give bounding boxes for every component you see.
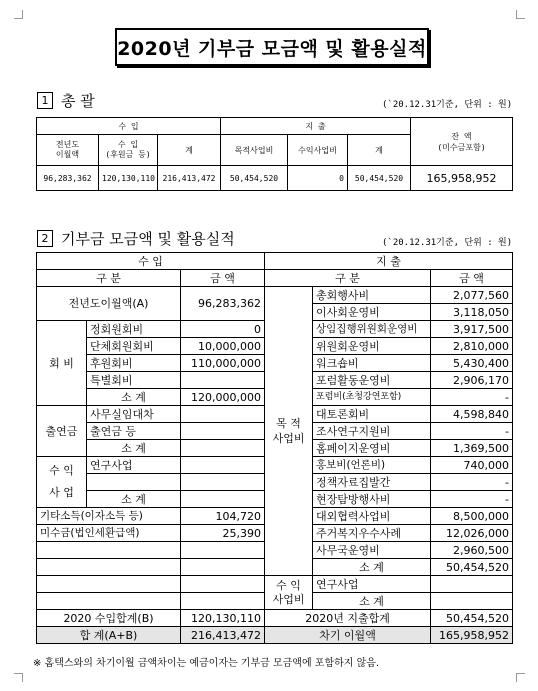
purpose-item-value: - xyxy=(431,474,513,491)
purpose-item-value: 4,598,840 xyxy=(431,406,513,423)
membership-subtotal-value: 120,000,000 xyxy=(181,389,265,406)
summary-expense-header: 지 출 xyxy=(221,118,411,135)
exp-profit-item-label: 연구사업 xyxy=(313,576,431,593)
grand-total-label: 합 계(A+B) xyxy=(37,627,181,644)
summary-col-profit: 수익사업비 xyxy=(288,135,348,166)
profit-item-label xyxy=(87,474,181,491)
purpose-item-value: - xyxy=(431,423,513,440)
purpose-item-label: 정책자료집발간 xyxy=(313,474,431,491)
purpose-item-value: 740,000 xyxy=(431,457,513,474)
expense-total-value: 50,454,520 xyxy=(431,610,513,627)
summary-balance-header: 잔 액 (미수금포함) xyxy=(411,118,513,166)
grand-total-value: 216,413,472 xyxy=(181,627,265,644)
detail-expense-header: 지 출 xyxy=(265,253,513,270)
purpose-item-label: 홈페이지운영비 xyxy=(313,440,431,457)
contribution-item-label: 출연금 등 xyxy=(87,423,181,440)
detail-income-amount: 금 액 xyxy=(181,270,265,287)
purpose-item-label: 대토론회비 xyxy=(313,406,431,423)
purpose-item-value: 12,026,000 xyxy=(431,525,513,542)
exp-profit-subtotal-label: 소 계 xyxy=(313,593,431,610)
summary-income-header: 수 입 xyxy=(37,118,221,135)
purpose-item-value: 2,810,000 xyxy=(431,338,513,355)
summary-value-carryover: 96,283,362 xyxy=(37,166,99,191)
section2-basis: (`20.12.31기준, 단위 : 원) xyxy=(382,238,513,248)
purpose-item-label: 상임집행위원회운영비 xyxy=(313,321,431,338)
section2-number: 2 xyxy=(37,230,53,247)
purpose-item-label: 포럼활동운영비 xyxy=(313,372,431,389)
page-title: 2020년 기부금 모금액 및 활용실적 xyxy=(115,28,429,66)
other-income-value: 104,720 xyxy=(181,508,265,525)
membership-item-value xyxy=(181,372,265,389)
summary-col-carryover: 전년도 이월액 xyxy=(37,135,99,166)
blank-income-value xyxy=(181,593,265,610)
blank-income-value xyxy=(181,576,265,593)
purpose-item-label: 현장탐방행사비 xyxy=(313,491,431,508)
purpose-item-value: 2,960,500 xyxy=(431,542,513,559)
summary-col-income-total: 계 xyxy=(158,135,221,166)
profit-item-value xyxy=(181,474,265,491)
purpose-label: 목 적 사업비 xyxy=(265,287,313,576)
blank-income-value xyxy=(181,559,265,576)
summary-col-income: 수 입 (후원금 등) xyxy=(99,135,158,166)
purpose-item-label: 조사연구지원비 xyxy=(313,423,431,440)
income-total-value: 120,130,110 xyxy=(181,610,265,627)
contribution-label: 출연금 xyxy=(37,406,87,457)
crop-mark-br xyxy=(516,673,525,682)
carryover-value: 96,283,362 xyxy=(181,287,265,321)
exp-profit-subtotal-value xyxy=(431,593,513,610)
purpose-item-value: 3,917,500 xyxy=(431,321,513,338)
membership-item-value: 0 xyxy=(181,321,265,338)
blank-income-value xyxy=(181,542,265,559)
detail-expense-gubun: 구 분 xyxy=(265,270,431,287)
summary-col-expense-total: 계 xyxy=(348,135,411,166)
exp-profit-label: 수 익 사업비 xyxy=(265,576,313,610)
balance-label: 차기 이월액 xyxy=(265,627,431,644)
blank-income-cell xyxy=(37,593,181,610)
purpose-subtotal-label: 소 계 xyxy=(313,559,431,576)
profit-subtotal-value xyxy=(181,491,265,508)
purpose-item-label: 홍보비(언론비) xyxy=(313,457,431,474)
contribution-subtotal-label: 소 계 xyxy=(87,440,181,457)
summary-value-balance: 165,958,952 xyxy=(411,166,513,191)
purpose-item-label: 위원회운영비 xyxy=(313,338,431,355)
membership-item-label: 정회원회비 xyxy=(87,321,181,338)
membership-item-label: 후원회비 xyxy=(87,355,181,372)
profit-label: 수 익 사 업 xyxy=(37,457,87,508)
contribution-item-label: 사무실임대차 xyxy=(87,406,181,423)
contribution-subtotal-value xyxy=(181,440,265,457)
summary-col-purpose: 목적사업비 xyxy=(221,135,288,166)
membership-item-label: 특별회비 xyxy=(87,372,181,389)
section1-number: 1 xyxy=(37,92,53,109)
membership-item-label: 단체회원회비 xyxy=(87,338,181,355)
membership-item-value: 10,000,000 xyxy=(181,338,265,355)
profit-item-label: 연구사업 xyxy=(87,457,181,474)
summary-value-expense-total: 50,454,520 xyxy=(348,166,411,191)
summary-table xyxy=(36,117,513,191)
blank-income-cell xyxy=(37,576,181,593)
receivable-value: 25,390 xyxy=(181,525,265,542)
blank-income-cell xyxy=(37,559,181,576)
profit-subtotal-label: 소 계 xyxy=(87,491,181,508)
section2-heading xyxy=(37,228,235,249)
purpose-item-label: 대외협력사업비 xyxy=(313,508,431,525)
detail-table xyxy=(36,252,513,644)
detail-income-header: 수 입 xyxy=(37,253,265,270)
summary-value-profit: 0 xyxy=(288,166,348,191)
purpose-item-value: 3,118,050 xyxy=(431,304,513,321)
detail-income-gubun: 구 분 xyxy=(37,270,181,287)
income-total-label: 2020 수입합계(B) xyxy=(37,610,181,627)
purpose-item-value: 5,430,400 xyxy=(431,355,513,372)
summary-value-income: 120,130,110 xyxy=(99,166,158,191)
summary-value-purpose: 50,454,520 xyxy=(221,166,288,191)
purpose-item-value: - xyxy=(431,491,513,508)
crop-mark-tr xyxy=(516,10,525,19)
exp-profit-item-value xyxy=(431,576,513,593)
section2-label: 기부금 모금액 및 활용실적 xyxy=(61,230,235,248)
membership-subtotal-label: 소 계 xyxy=(87,389,181,406)
crop-mark-bl xyxy=(14,673,23,682)
section1-basis: (`20.12.31기준, 단위 : 원) xyxy=(382,100,513,110)
purpose-item-label: 총회행사비 xyxy=(313,287,431,304)
balance-value: 165,958,952 xyxy=(431,627,513,644)
purpose-item-value: - xyxy=(431,389,513,406)
footnote: ※ 홈택스와의 차기이월 금액차이는 예금이자는 기부금 모금액에 포함하지 않음. xyxy=(33,658,380,669)
purpose-item-value: 8,500,000 xyxy=(431,508,513,525)
summary-value-income-total: 216,413,472 xyxy=(158,166,221,191)
contribution-item-value xyxy=(181,406,265,423)
purpose-item-value: 2,077,560 xyxy=(431,287,513,304)
other-income-label: 기타소득(이자소득 등) xyxy=(37,508,181,525)
contribution-item-value xyxy=(181,423,265,440)
purpose-item-label: 사무국운영비 xyxy=(313,542,431,559)
purpose-item-label: 주거복지우수사례 xyxy=(313,525,431,542)
profit-item-value xyxy=(181,457,265,474)
section1-label: 총 괄 xyxy=(61,92,95,110)
blank-income-cell xyxy=(37,542,181,559)
purpose-item-value: 2,906,170 xyxy=(431,372,513,389)
crop-mark-tl xyxy=(14,10,23,19)
section1-heading xyxy=(37,90,95,111)
detail-expense-amount: 금 액 xyxy=(431,270,513,287)
membership-label: 회 비 xyxy=(37,321,87,406)
membership-item-value: 110,000,000 xyxy=(181,355,265,372)
purpose-item-label: 포럼비(초청강연포함) xyxy=(313,389,431,406)
purpose-subtotal-value: 50,454,520 xyxy=(431,559,513,576)
purpose-item-value: 1,369,500 xyxy=(431,440,513,457)
carryover-label: 전년도이월액(A) xyxy=(37,287,181,321)
expense-total-label: 2020년 지출합계 xyxy=(265,610,431,627)
purpose-item-label: 이사회운영비 xyxy=(313,304,431,321)
purpose-item-label: 워크숍비 xyxy=(313,355,431,372)
receivable-label: 미수금(법인세환급액) xyxy=(37,525,181,542)
